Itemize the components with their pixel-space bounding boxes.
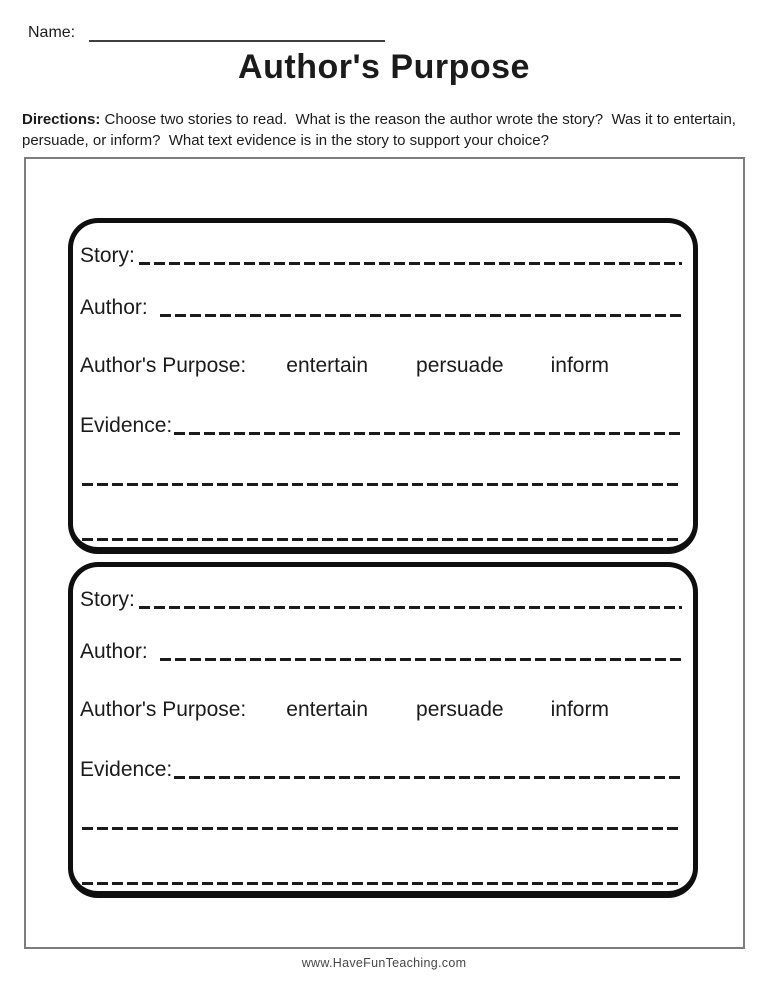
purpose-option-inform: inform [550, 698, 609, 721]
evidence-extra-line-2 [82, 538, 682, 541]
purpose-label: Author's Purpose: [80, 698, 247, 721]
directions-label: Directions: [22, 111, 101, 128]
evidence-row [80, 411, 684, 438]
evidence-extra-line-2 [82, 882, 682, 885]
page-title: Author's Purpose [238, 48, 530, 86]
purpose-option-inform: inform [550, 354, 609, 377]
purpose-option-entertain: entertain [286, 698, 369, 721]
purpose-option-persuade: persuade [416, 354, 504, 377]
story-write-in-line [139, 262, 682, 265]
directions-line2: persuade, or inform? What text evidence is in the story to support your choice? [22, 131, 549, 149]
story-row [80, 241, 684, 268]
story-row [80, 585, 684, 612]
purpose-label: Author's Purpose: [80, 354, 247, 377]
evidence-label: Evidence: [80, 758, 173, 781]
evidence-extra-line-1 [82, 827, 682, 830]
directions-line1: Choose two stories to read. What is the reason the author wrote the story? Was it to entertain, [100, 111, 736, 128]
author-label: Author: [80, 296, 148, 319]
name-row [28, 24, 385, 42]
evidence-label: Evidence: [80, 414, 173, 437]
name-label: Name: [28, 24, 76, 41]
author-write-in-line [160, 658, 682, 661]
footer-url: www.HaveFunTeaching.com [301, 956, 467, 970]
author-label: Author: [80, 640, 148, 663]
name-write-in-line [89, 25, 385, 42]
story-write-in-line [139, 606, 682, 609]
evidence-write-in-line [174, 776, 682, 779]
purpose-option-entertain: entertain [286, 354, 369, 377]
directions [22, 110, 748, 151]
author-write-in-line [160, 314, 682, 317]
story-box-2 [68, 562, 698, 898]
story-label: Story: [80, 244, 135, 267]
story-label: Story: [80, 588, 135, 611]
evidence-row [80, 755, 684, 782]
story-box-1 [68, 218, 698, 554]
author-row [80, 293, 684, 320]
author-row [80, 637, 684, 664]
evidence-write-in-line [174, 432, 682, 435]
worksheet-frame [24, 157, 745, 949]
purpose-row [80, 695, 684, 722]
evidence-extra-line-1 [82, 483, 682, 486]
purpose-option-persuade: persuade [416, 698, 504, 721]
purpose-row [80, 351, 684, 378]
